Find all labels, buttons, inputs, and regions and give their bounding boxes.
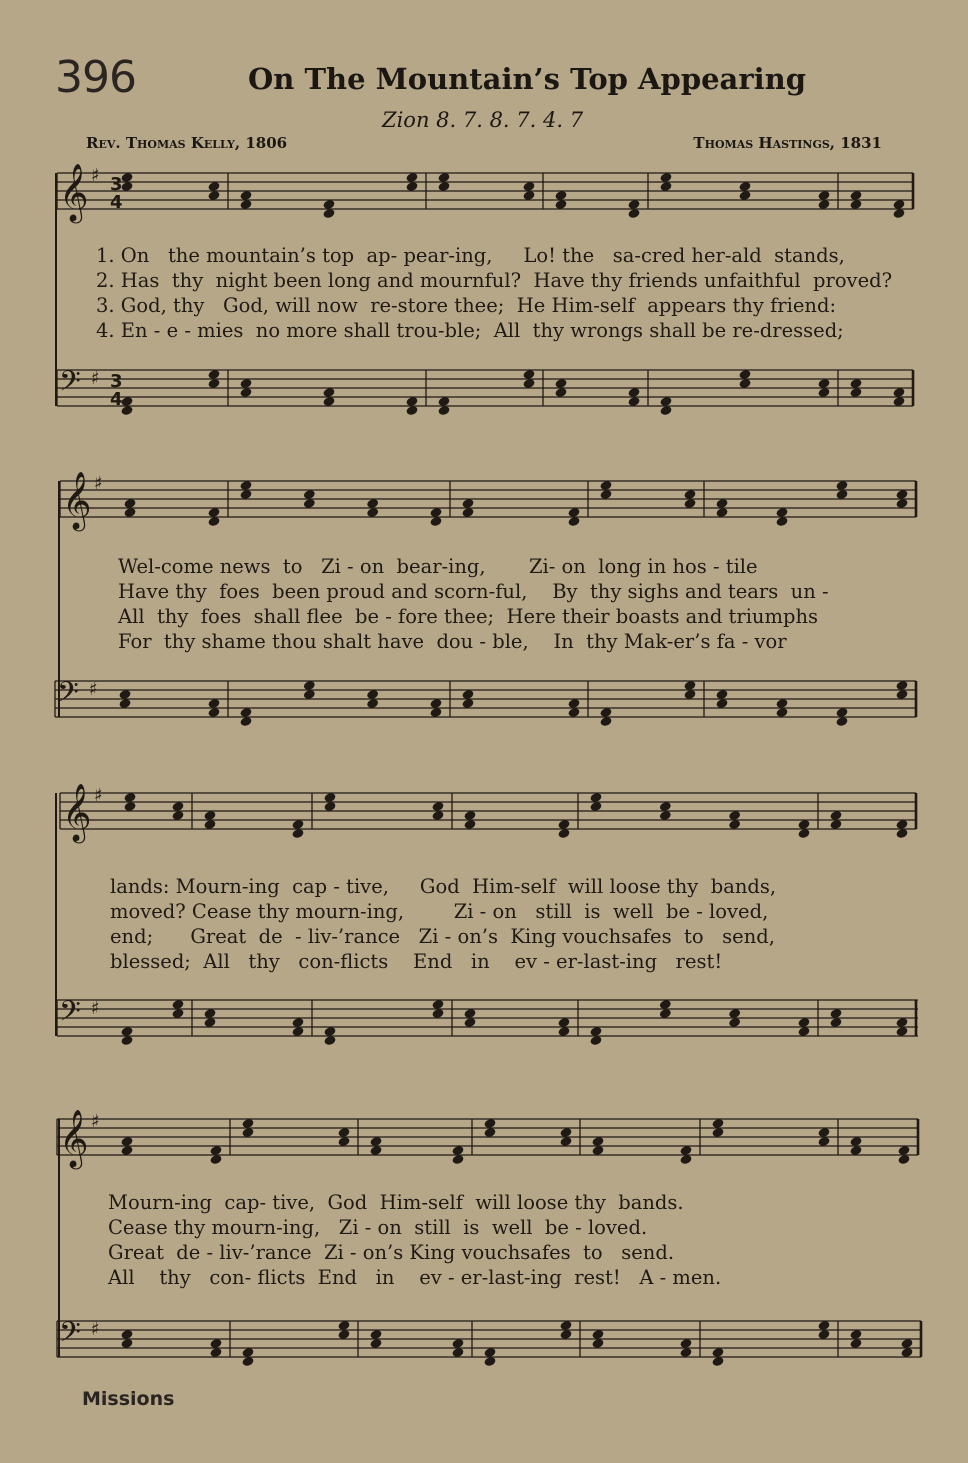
treble-clef: 𝄞	[59, 1109, 89, 1167]
treble-clef: 𝄞	[62, 783, 92, 841]
lyric-line: All thy con- flicts End in ev - er-last-ing rest! A - men.	[108, 1266, 722, 1289]
lyrics-system-3	[110, 874, 776, 974]
bass-clef: 𝄢	[59, 365, 81, 405]
lyric-line: Wel-come news to Zi - on bear-ing, Zi- on long in hos - tile	[118, 555, 758, 578]
lyric-line: For thy shame thou shalt have dou - ble, In thy Mak-er’s fa - vor	[118, 630, 787, 653]
category-label: Missions	[82, 1388, 175, 1410]
bass-clef: 𝄢	[57, 676, 79, 716]
lyrics-system-2	[118, 554, 829, 654]
key-signature-sharp: ♯	[94, 785, 103, 806]
lyric-line: Great de - liv-’rance Zi - on’s King vouchsafes to send.	[108, 1241, 675, 1264]
lyrics-system-1	[96, 243, 892, 343]
key-signature-sharp: ♯	[91, 998, 100, 1019]
key-signature-sharp: ♯	[91, 1319, 100, 1340]
hymn-title: On The Mountain’s Top Appearing	[248, 62, 806, 96]
lyric-line: lands: Mourn-ing cap - tive, God Him-self will loose thy bands,	[110, 875, 777, 898]
treble-clef: 𝄞	[59, 163, 89, 221]
lyric-line: end; Great de - liv-’rance Zi - on’s King vouchsafes to send,	[110, 925, 775, 948]
hymn-number: 396	[55, 52, 136, 103]
time-signature: 4	[110, 389, 123, 410]
key-signature-sharp: ♯	[89, 679, 98, 700]
lyric-line: All thy foes shall flee be - fore thee; Here their boasts and triumphs	[118, 605, 819, 628]
bass-clef: 𝄢	[59, 995, 81, 1035]
tune-name-meter: Zion 8. 7. 8. 7. 4. 7	[382, 108, 584, 132]
lyric-line: Mourn-ing cap- tive, God Him-self will loose thy bands.	[108, 1191, 684, 1214]
bass-clef: 𝄢	[59, 1316, 81, 1356]
author-credit: Rev. Thomas Kelly, 1806	[86, 134, 288, 152]
lyric-line: 2. Has thy night been long and mournful? Have thy friends unfaithful proved?	[96, 269, 893, 292]
lyric-line: 4. En - e - mies no more shall trou-ble; All thy wrongs shall be re-dressed;	[96, 319, 844, 342]
key-signature-sharp: ♯	[91, 368, 100, 389]
lyric-line: Cease thy mourn-ing, Zi - on still is well be - loved.	[108, 1216, 648, 1239]
lyric-line: blessed; All thy con-flicts End in ev - er-last-ing rest!	[110, 950, 723, 973]
lyric-line: moved? Cease thy mourn-ing, Zi - on still is well be - loved,	[110, 900, 769, 923]
time-signature: 4	[110, 192, 123, 213]
lyrics-system-4	[108, 1190, 721, 1290]
key-signature-sharp: ♯	[94, 473, 103, 494]
lyric-line: Have thy foes been proud and scorn-ful, By thy sighs and tears un -	[118, 580, 829, 603]
treble-clef: 𝄞	[62, 471, 92, 529]
time-signature: 3	[110, 371, 123, 392]
composer-credit: Thomas Hastings, 1831	[693, 134, 882, 152]
key-signature-sharp: ♯	[91, 1111, 100, 1132]
time-signature: 3	[110, 174, 123, 195]
key-signature-sharp: ♯	[91, 165, 100, 186]
lyric-line: 3. God, thy God, will now re-store thee; He Him-self appears thy friend:	[96, 294, 837, 317]
lyric-line: 1. On the mountain’s top ap- pear-ing, Lo! the sa-cred her-ald stands,	[96, 244, 845, 267]
